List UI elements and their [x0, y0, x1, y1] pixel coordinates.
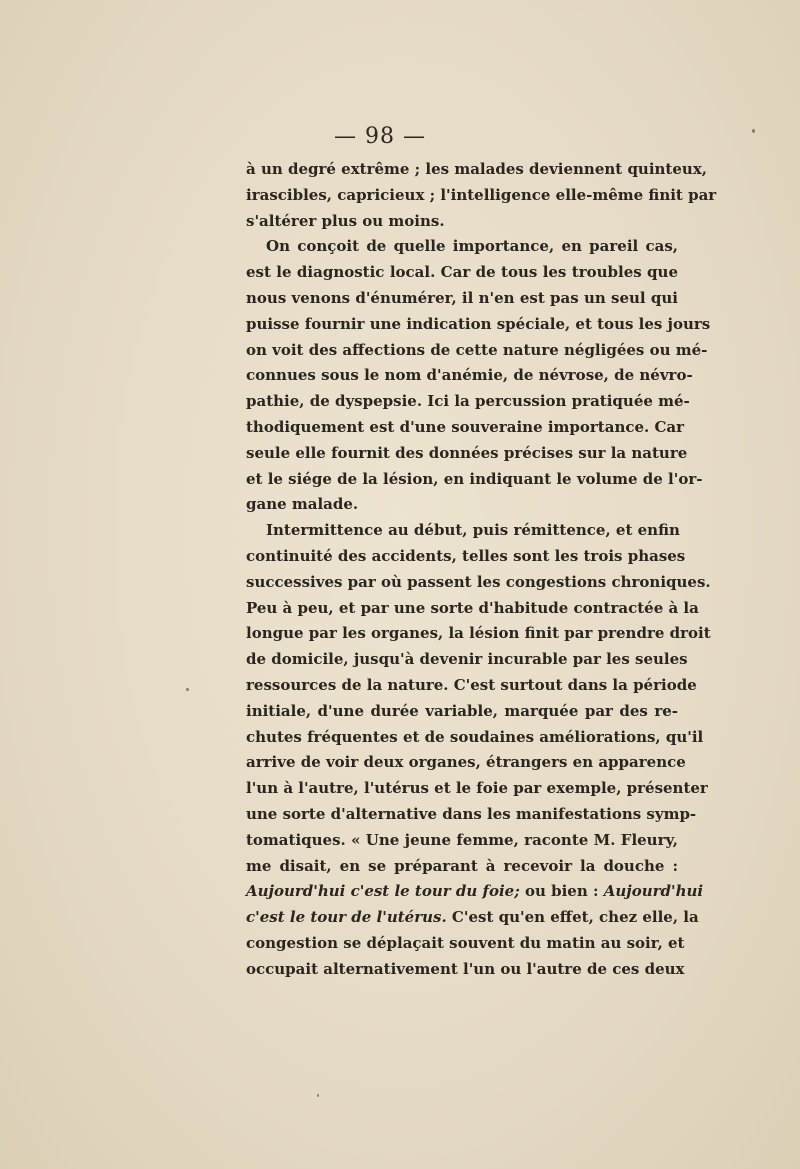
italic-quote: Aujourd'hui c'est le tour du foie; [246, 882, 520, 901]
text-line: congestion se déplaçait souvent du matin au soir, et [246, 933, 685, 952]
italic-quote: c'est le tour de l'utérus. [246, 908, 447, 927]
paper-speck [752, 129, 755, 133]
text-line: nous venons d'énumérer, il n'en est pas un seul qui [246, 288, 678, 307]
text-line: successives par où passent les congestions chroniques. [246, 572, 711, 591]
text-line: arrive de voir deux organes, étrangers en apparence [246, 753, 686, 772]
italic-quote: Aujourd'hui [603, 882, 704, 901]
text-line: s'altérer plus ou moins. [246, 211, 445, 230]
text-line: est le diagnostic local. Car de tous les troubles que [246, 263, 678, 282]
paragraph-3 [246, 518, 711, 982]
text-line: chutes fréquentes et de soudaines améliorations, qu'il [246, 727, 704, 746]
text-line: une sorte d'alternative dans les manifestations symp- [246, 804, 697, 823]
text-line: on voit des affections de cette nature négligées ou mé- [246, 340, 708, 359]
plain-text: C'est qu'en effet, chez elle, la [446, 908, 699, 927]
text-line: thodiquement est d'une souveraine importance. Car [246, 417, 685, 436]
text-line: occupait alternativement l'un ou l'autre de ces deux [246, 959, 685, 978]
text-line: me disait, en se préparant à recevoir la douche : [246, 856, 678, 875]
text-line: tomatiques. « Une jeune femme, raconte M. Fleury, [246, 830, 678, 849]
text-line: Intermittence au début, puis rémittence, et enfin [266, 521, 680, 540]
text-line: et le siége de la lésion, en indiquant le volume de l'or- [246, 469, 703, 488]
paper-speck [317, 1094, 319, 1097]
text-line-italic [246, 905, 699, 931]
text-line: continuité des accidents, telles sont les trois phases [246, 546, 686, 565]
paragraph-1 [246, 157, 717, 234]
text-line: Peu à peu, et par une sorte d'habitude contractée à la [246, 598, 699, 617]
text-line: On conçoit de quelle importance, en pareil cas, [266, 237, 678, 256]
text-line: ressources de la nature. C'est surtout dans la période [246, 675, 697, 694]
text-line: seule elle fournit des données précises sur la nature [246, 443, 688, 462]
paragraph-2 [246, 234, 711, 518]
text-line: de domicile, jusqu'à devenir incurable par les seules [246, 650, 688, 669]
body-text [246, 157, 717, 983]
text-line: pathie, de dyspepsie. Ici la percussion pratiquée mé- [246, 392, 690, 411]
text-line: à un degré extrême ; les malades deviennent quinteux, [246, 160, 707, 178]
text-line: gane malade. [246, 495, 359, 514]
text-line: irascibles, capricieux ; l'intelligence elle-même finit par [246, 185, 717, 204]
page-number: — 98 — [334, 124, 426, 149]
paper-speck [186, 688, 189, 691]
plain-text: ou bien : [519, 882, 604, 901]
text-line: longue par les organes, la lésion finit par prendre droit [246, 624, 711, 643]
text-line: puisse fournir une indication spéciale, et tous les jours [246, 314, 711, 333]
text-line: l'un à l'autre, l'utérus et le foie par exemple, présenter [246, 779, 708, 798]
text-line: connues sous le nom d'anémie, de névrose, de névro- [246, 366, 693, 385]
text-line-italic [246, 879, 704, 905]
text-line: initiale, d'une durée variable, marquée par des re- [246, 701, 678, 720]
